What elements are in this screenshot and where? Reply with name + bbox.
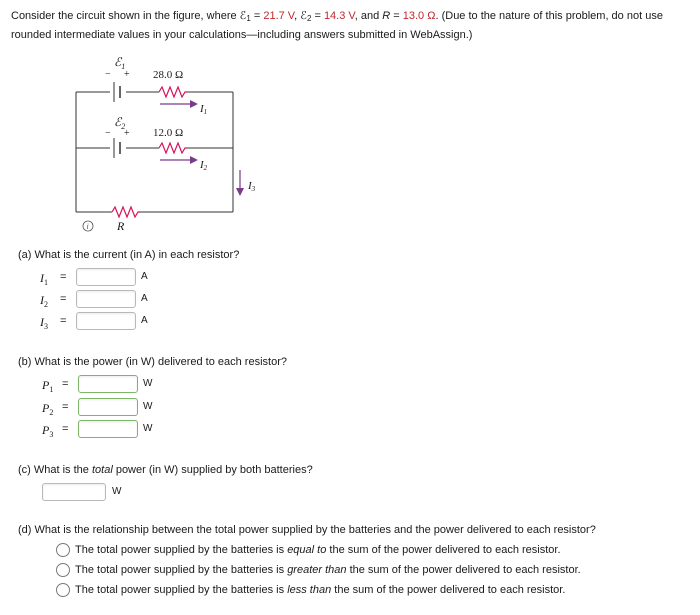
- i2-input[interactable]: [76, 290, 136, 308]
- resistor-12: [159, 142, 187, 154]
- circuit-diagram: [60, 52, 275, 234]
- i1-label: I1: [200, 103, 208, 116]
- emf1-symbol: ℰ$_1$: [239, 10, 251, 23]
- unit-b-2: W: [143, 401, 153, 412]
- var-i1: $I_1$: [40, 271, 48, 287]
- res3-label: R: [117, 219, 125, 233]
- emf1-label: ℰ$_1$: [114, 55, 126, 71]
- radio-equal[interactable]: [56, 543, 70, 557]
- var-p2: $P_2$: [42, 401, 54, 417]
- i1-input[interactable]: [76, 268, 136, 286]
- unit-a-3: A: [141, 315, 148, 326]
- resistor-28: [159, 86, 187, 98]
- i2-label: I2: [200, 159, 208, 172]
- emf2-value: 14.3 V: [323, 10, 355, 22]
- resistor-r: [112, 206, 140, 218]
- info-icon: [83, 221, 93, 231]
- unit-a-1: A: [141, 271, 148, 282]
- part-a-question: (a) What is the current (in A) in each resistor?: [18, 249, 240, 261]
- emf1-minus: −: [105, 69, 111, 80]
- p2-input[interactable]: [78, 398, 138, 416]
- part-d-question: (d) What is the relationship between the total power supplied by the batteries and the power delivered to each resistor?: [18, 524, 596, 536]
- var-p3: $P_3$: [42, 423, 54, 439]
- intro-text-1: Consider the circuit shown in the figure, where: [11, 10, 240, 22]
- unit-a-2: A: [141, 293, 148, 304]
- radio-greater[interactable]: [56, 563, 70, 577]
- var-i2: $I_2$: [40, 293, 48, 309]
- emf1-plus: +: [124, 69, 130, 80]
- var-p1: $P_1$: [42, 378, 54, 394]
- total-power-input[interactable]: [42, 483, 106, 501]
- part-b-question: (b) What is the power (in W) delivered to each resistor?: [18, 356, 287, 368]
- var-i3: $I_3$: [40, 315, 48, 331]
- unit-b-1: W: [143, 378, 153, 389]
- emf2-label: ℰ$_2$: [114, 115, 126, 131]
- p1-input[interactable]: [78, 375, 138, 393]
- i3-input[interactable]: [76, 312, 136, 330]
- unit-c: W: [112, 486, 122, 497]
- emf1-value: 21.7 V: [263, 10, 295, 22]
- battery-2: [110, 138, 126, 158]
- emf2-minus: −: [105, 128, 111, 139]
- p3-input[interactable]: [78, 420, 138, 438]
- emf2-plus: +: [124, 128, 130, 139]
- intro-text-2: . (Due to the nature of this problem, do not use rounded intermediate values in your calculations—including answers submitted in WebAssign.): [11, 10, 663, 41]
- res1-label: 28.0 Ω: [153, 69, 184, 81]
- emf2-symbol: ℰ$_2$: [300, 10, 312, 23]
- problem-statement: Consider the circuit shown in the figure, where ℰ$_1$ = 21.7 V, ℰ$_2$ = 14.3 V, and R = 13.0 Ω. (Due to the nature of this problem, do not use rounded intermediate values in your calculations—including answers submitted in WebAssign.): [11, 10, 663, 41]
- i3-label: I3: [248, 180, 256, 193]
- res2-label: 12.0 Ω: [153, 127, 184, 139]
- radio-less[interactable]: [56, 583, 70, 597]
- part-c-question: (c) What is the total power (in W) supplied by both batteries?: [18, 464, 313, 476]
- r-value: 13.0 Ω: [402, 10, 436, 22]
- battery-1: [110, 82, 126, 102]
- r-symbol: R: [382, 10, 391, 22]
- svg-text:i: i: [86, 222, 89, 231]
- unit-b-3: W: [143, 423, 153, 434]
